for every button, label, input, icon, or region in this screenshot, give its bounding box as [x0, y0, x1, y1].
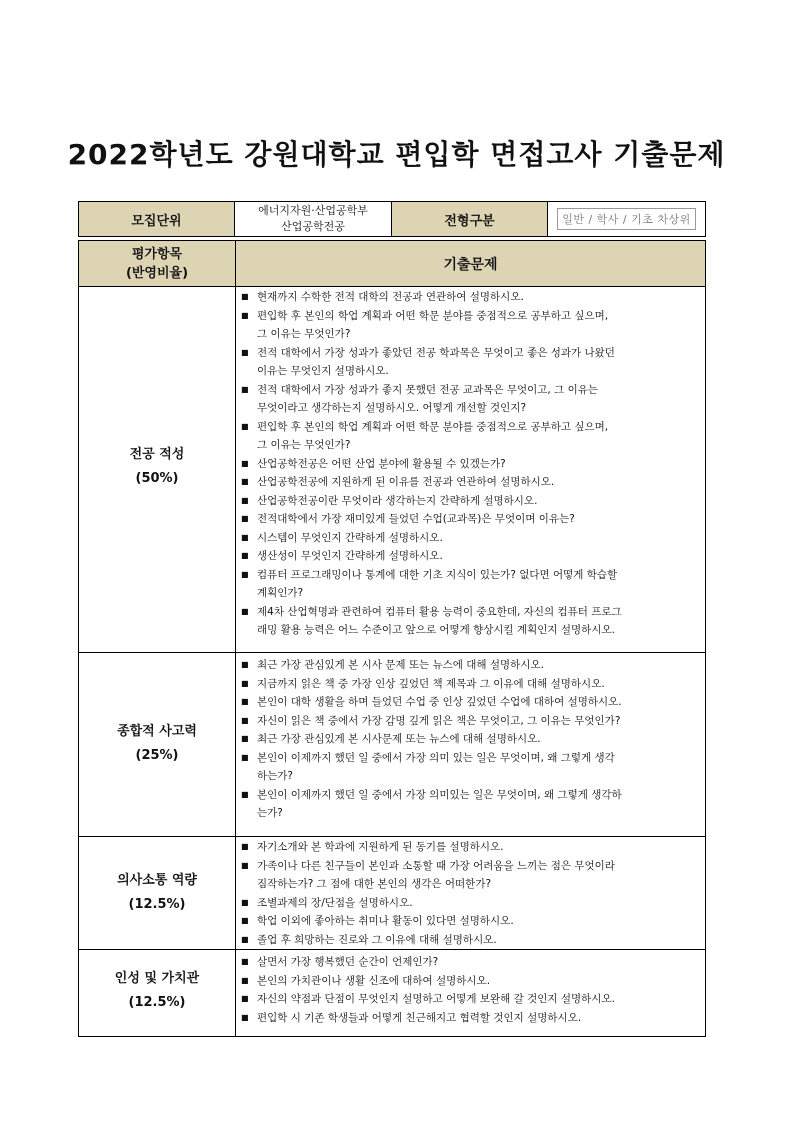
question-item: ■ 본인이 대학 생활을 하며 들었던 수업 중 인상 깊었던 수업에 대하여 설명하시오. [239, 693, 709, 712]
column-divider [235, 241, 236, 1036]
question-item: ■ 자신의 약점과 단점이 무엇인지 설명하고 어떻게 보완해 갈 것인지 설명하시오. [239, 990, 709, 1009]
question-item: ■ 전적 대학에서 가장 성과가 좋지 못했던 전공 교과목은 무엇이고, 그 이유는 무엇이라고 생각하는지 설명하시오. 어떻게 개선할 것인지? [239, 381, 709, 418]
section-ratio: (25%) [135, 748, 179, 763]
question-item: ■ 편입학 후 본인의 학업 계획과 어떤 학문 분야를 중점적으로 공부하고 싶으며, 그 이유는 무엇인가? [239, 307, 709, 344]
question-item: ■ 지금까지 읽은 책 중 가장 인상 깊었던 책 제목과 그 이유에 대해 설명하시오. [239, 675, 709, 694]
question-item: ■ 가족이나 다른 친구들이 본인과 소통할 때 가장 어려움을 느끼는 점은 무엇이라 짐작하는가? 그 점에 대한 본인의 생각은 어떠한가? [239, 857, 709, 894]
row-divider [79, 949, 705, 950]
section-communication [79, 869, 235, 917]
question-item: ■ 편입학 시 기존 학생들과 어떻게 친근해지고 협력할 것인지 설명하시오. [239, 1009, 709, 1028]
question-item: ■ 살면서 가장 행복했던 순간이 언제인가? [239, 953, 709, 972]
question-item: ■ 산업공학전공은 어떤 산업 분야에 활용될 수 있겠는가? [239, 455, 709, 474]
question-item: ■ 최근 가장 관심있게 본 시사문제 또는 뉴스에 대해 설명하시오. [239, 730, 709, 749]
question-item: ■ 전적대학에서 가장 재미있게 들었던 수업(교과목)은 무엇이며 이유는? [239, 510, 709, 529]
row-divider [79, 836, 705, 837]
question-list [239, 656, 709, 823]
section-major-aptitude [79, 443, 235, 491]
section-ratio: (12.5%) [128, 897, 186, 912]
section-name: 의사소통 역량 [117, 873, 197, 888]
col-header-questions: 기출문제 [236, 241, 705, 286]
question-table [78, 240, 706, 1037]
recruit-value-line2: 산업공학전공 [281, 220, 345, 233]
question-item: ■ 학업 이외에 좋아하는 취미나 활동이 있다면 설명하시오. [239, 912, 709, 931]
section-name: 전공 적성 [129, 447, 185, 462]
section-critical-thinking [79, 720, 235, 768]
col-header-criteria [79, 241, 235, 286]
section-personality-values [79, 967, 235, 1015]
question-list [239, 838, 709, 949]
question-item: ■ 제4차 산업혁명과 관련하여 컴퓨터 활용 능력이 중요한데, 자신의 컴퓨터 프로그 래밍 활용 능력은 어느 수준이고 앞으로 어떻게 향상시킬 계획인지 설명하시오. [239, 603, 709, 640]
section-name: 인성 및 가치관 [114, 971, 200, 986]
type-label: 전형구분 [391, 201, 548, 237]
col-header-criteria-line2: (반영비율) [125, 265, 189, 281]
question-item: ■ 자신이 읽은 책 중에서 가장 감명 깊게 읽은 책은 무엇이고, 그 이유는 무엇인가? [239, 712, 709, 731]
info-header [78, 201, 706, 237]
question-item: ■ 산업공학전공에 지원하게 된 이유를 전공과 연관하여 설명하시오. [239, 473, 709, 492]
section-name: 종합적 사고력 [117, 724, 197, 739]
question-item: ■ 전적 대학에서 가장 성과가 좋았던 전공 학과목은 무엇이고 좋은 성과가 나왔던 이유는 무엇인지 설명하시오. [239, 344, 709, 381]
question-list [239, 288, 709, 640]
section-ratio: (12.5%) [128, 995, 186, 1010]
question-item: ■ 본인이 이제까지 했던 일 중에서 가장 의미있는 일은 무엇이며, 왜 그렇게 생각하 는가? [239, 786, 709, 823]
question-item: ■ 시스템이 무엇인지 간략하게 설명하시오. [239, 529, 709, 548]
recruit-label: 모집단위 [78, 201, 235, 237]
question-item: ■ 컴퓨터 프로그래밍이나 통계에 대한 기초 지식이 있는가? 없다면 어떻게 학습할 계획인가? [239, 566, 709, 603]
question-item: ■ 본인이 이제까지 했던 일 중에서 가장 의미 있는 일은 무엇이며, 왜 그렇게 생각 하는가? [239, 749, 709, 786]
question-item: ■ 조별과제의 장/단점을 설명하시오. [239, 894, 709, 913]
question-item: ■ 편입학 후 본인의 학업 계획과 어떤 학문 분야를 중점적으로 공부하고 싶으며, 그 이유는 무엇인가? [239, 418, 709, 455]
question-list [239, 953, 709, 1027]
row-divider [79, 286, 705, 287]
section-ratio: (50%) [135, 471, 179, 486]
question-item: ■ 자기소개와 본 학과에 지원하게 된 동기를 설명하시오. [239, 838, 709, 857]
recruit-value [234, 201, 392, 237]
page-title: 2022학년도 강원대학교 편입학 면접고사 기출문제 [67, 138, 726, 171]
question-item: ■ 현재까지 수학한 전적 대학의 전공과 연관하여 설명하시오. [239, 288, 709, 307]
col-header-criteria-line1: 평가항목 [131, 246, 183, 262]
question-item: ■ 본인의 가치관이나 생활 신조에 대하여 설명하시오. [239, 972, 709, 991]
recruit-value-line1: 에너지자원·산업공학부 [258, 204, 368, 217]
question-item: ■ 생산성이 무엇인지 간략하게 설명하시오. [239, 547, 709, 566]
type-value: 일반 / 학사 / 기초 차상위 [557, 208, 696, 230]
question-item: ■ 졸업 후 희망하는 진로와 그 이유에 대해 설명하시오. [239, 931, 709, 950]
type-value-cell [547, 201, 706, 237]
row-divider [79, 652, 705, 653]
question-item: ■ 최근 가장 관심있게 본 시사 문제 또는 뉴스에 대해 설명하시오. [239, 656, 709, 675]
question-item: ■ 산업공학전공이란 무엇이라 생각하는지 간략하게 설명하시오. [239, 492, 709, 511]
